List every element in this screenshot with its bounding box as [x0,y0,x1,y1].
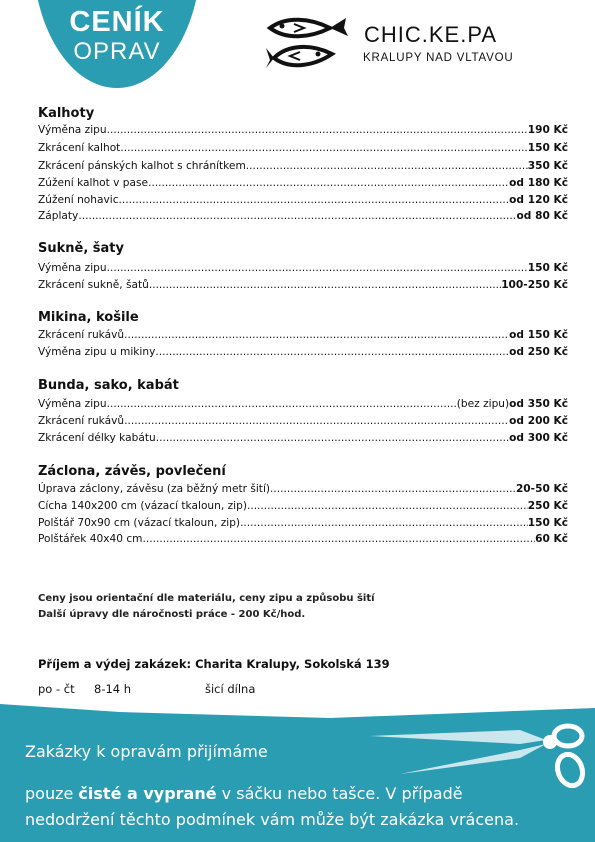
price-row [38,142,568,158]
dot-leader [107,262,528,274]
item-label: Polštář 70x90 cm (vázací tkaloun, zip) [38,517,241,529]
item-label: Zkrácení pánských kalhot s chránítkem [38,160,246,172]
section-title: Mikina, košile [38,310,139,325]
price-row [38,194,568,210]
order-hours: 8-14 h [94,682,132,696]
item-label: Polštářek 40x40 cm [38,533,143,545]
item-price: od 180 Kč [509,177,568,189]
price-row [38,124,568,140]
footer-line2-bold: čisté a vyprané [78,784,217,803]
price-row [38,500,568,516]
dot-leader [107,124,528,136]
price-row [38,533,568,549]
order-days: po - čt [38,682,75,696]
dot-leader [124,329,509,341]
item-price: 190 Kč [527,124,568,136]
dot-leader [247,500,528,512]
price-row [38,346,568,362]
footer-line2 [25,784,463,803]
item-note: (bez zipu) [456,398,510,410]
item-label: Zkrácení rukávů [38,415,125,427]
price-row [38,517,568,533]
footer-line1: Zakázky k opravám přijímáme [25,742,268,761]
page-title [33,6,201,66]
price-row [38,415,568,431]
footer-line2-pre: pouze [25,784,79,803]
order-info: Příjem a výdej zakázek: Charita Kralupy, Sokolská 139 [38,657,390,671]
dot-leader [119,194,510,206]
item-label: Zkrácení rukávů [38,329,125,341]
section-title: Kalhoty [38,106,95,121]
price-row [38,483,568,499]
item-price: 250 Kč [527,500,568,512]
footer-line3: nedodržení těchto podmínek vám může být zakázka vrácena. [25,810,520,829]
item-price: od 80 Kč [516,210,568,222]
item-price: 60 Kč [535,533,568,545]
item-price: 100-250 Kč [501,279,568,291]
section-title: Sukně, šaty [38,241,124,256]
order-place: šicí dílna [205,682,256,696]
note-line: Ceny jsou orientační dle materiálu, ceny zipu a způsobu šití [38,593,375,604]
item-price: od 300 Kč [509,432,568,444]
item-price: od 350 Kč [509,398,568,410]
dot-leader [107,398,457,410]
dot-leader [120,142,527,154]
item-label: Zkrácení délky kabátu [38,432,156,444]
item-price: od 250 Kč [509,346,568,358]
dot-leader [149,279,501,291]
fish-logo-icon [264,14,354,74]
item-price: od 150 Kč [509,329,568,341]
item-label: Výměna zipu [38,124,107,136]
dot-leader [155,346,509,358]
dot-leader [270,483,516,495]
section-title: Bunda, sako, kabát [38,378,179,393]
item-label: Zkrácení kalhot [38,142,121,154]
brand-name: CHIC.KE.PA [364,22,498,47]
price-row [38,177,568,193]
price-row [38,160,568,176]
dot-leader [124,415,509,427]
footer-line2-post: v sáčku nebo tašce. V případě [216,784,463,803]
title-line1: CENÍK [69,6,165,38]
item-label: Výměna zipu u mikiny [38,346,156,358]
title-line2: OPRAV [73,38,161,65]
section-title: Záclona, závěs, povlečení [38,464,226,479]
item-label: Zkrácení sukně, šatů [38,279,149,291]
item-label: Úprava záclony, závěsu (za běžný metr šití) [38,483,271,495]
item-price: od 120 Kč [509,194,568,206]
item-price: od 200 Kč [509,415,568,427]
dot-leader [142,533,535,545]
item-price: 150 Kč [527,517,568,529]
item-label: Záplaty [38,210,79,222]
note-line: Další úpravy dle náročnosti práce - 200 Kč/hod. [38,609,306,620]
item-label: Cícha 140x200 cm (vázací tkaloun, zip) [38,500,247,512]
dot-leader [148,177,509,189]
price-row [38,432,568,448]
dot-leader [78,210,516,222]
price-row [38,329,568,345]
brand-subtitle: KRALUPY NAD VLTAVOU [363,52,514,64]
item-label: Zúžení kalhot v pase [38,177,149,189]
price-row [38,262,568,278]
item-label: Výměna zipu [38,262,107,274]
item-label: Výměna zipu [38,398,107,410]
scissors-icon [370,714,595,794]
item-price: 20-50 Kč [515,483,568,495]
item-price: 150 Kč [527,262,568,274]
item-price: 150 Kč [527,142,568,154]
price-row [38,279,568,295]
dot-leader [246,160,528,172]
dot-leader [240,517,528,529]
price-row [38,210,568,226]
item-label: Zúžení nohavic [38,194,119,206]
price-row [38,398,568,414]
dot-leader [156,432,509,444]
item-price: 350 Kč [527,160,568,172]
